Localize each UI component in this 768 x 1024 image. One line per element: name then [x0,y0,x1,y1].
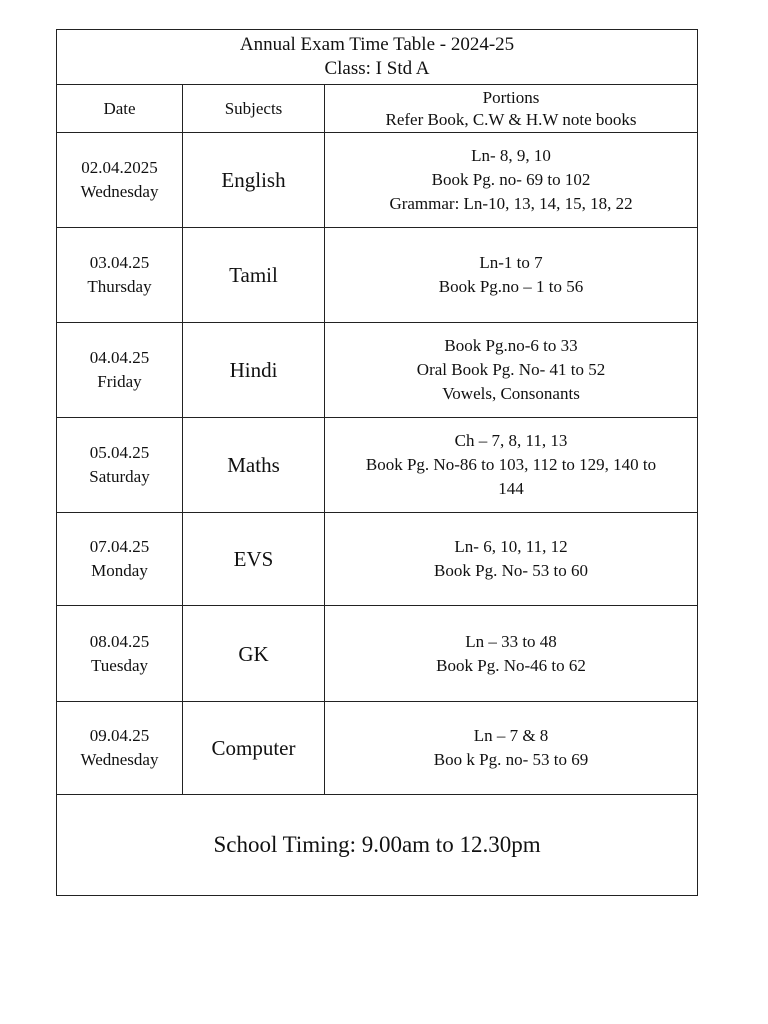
subject-cell: Hindi [183,323,325,418]
table-row [57,606,698,702]
portion-line: Book Pg. no- 69 to 102 [431,170,591,189]
portion-line: Vowels, Consonants [442,384,580,403]
portion-line: Grammar: Ln-10, 13, 14, 15, 18, 22 [389,194,633,213]
header-date: Date [57,85,183,133]
exam-date: 05.04.25 [89,443,150,462]
portions-cell [325,702,698,795]
date-cell [57,133,183,228]
title-row [57,30,698,85]
exam-date: 07.04.25 [89,537,150,556]
portion-line: 144 [498,479,524,498]
header-portions-note: Refer Book, C.W & H.W note books [385,109,637,129]
portion-line: Ln- 6, 10, 11, 12 [454,537,568,556]
portions-cell [325,606,698,702]
subject-cell: GK [183,606,325,702]
date-cell [57,606,183,702]
subject-cell: Computer [183,702,325,795]
table-row [57,133,698,228]
timetable-title [57,30,698,85]
header-subjects: Subjects [183,85,325,133]
portion-line: Ln – 33 to 48 [465,631,557,651]
date-cell [57,513,183,606]
portion-line: Book Pg. No-46 to 62 [436,655,586,675]
exam-day: Monday [91,561,148,580]
portions-cell [325,133,698,228]
header-portions [325,85,698,133]
portions-cell [325,323,698,418]
exam-day: Wednesday [80,750,159,769]
exam-day: Friday [97,372,142,391]
exam-day: Thursday [87,277,152,296]
portion-line: Ln – 7 & 8 [473,726,549,745]
date-cell [57,323,183,418]
subject-cell: Maths [183,418,325,513]
portion-line: Book Pg. No-86 to 103, 112 to 129, 140 to [365,455,657,474]
portion-line: Book Pg. No- 53 to 60 [434,561,588,580]
class-line: Class: I Std A [324,58,430,79]
exam-timetable [56,29,698,896]
portions-cell [325,228,698,323]
exam-day: Tuesday [91,655,148,675]
subject-cell: EVS [183,513,325,606]
portion-line: Book Pg.no-6 to 33 [444,336,578,355]
table-row [57,702,698,795]
title-line-1: Annual Exam Time Table - 2024-25 [239,34,515,55]
exam-day: Saturday [89,467,150,486]
exam-date: 09.04.25 [89,726,150,745]
column-header-row [57,85,698,133]
exam-date: 04.04.25 [89,348,150,367]
exam-date: 03.04.25 [89,253,150,272]
exam-date: 02.04.2025 [81,158,158,177]
table-row [57,228,698,323]
school-timing: School Timing: 9.00am to 12.30pm [57,795,698,896]
exam-day: Wednesday [80,182,159,201]
portion-line: Book Pg.no – 1 to 56 [438,277,584,296]
exam-date: 08.04.25 [89,631,150,651]
footer-row [57,795,698,896]
table-row [57,418,698,513]
portion-line: Ln-1 to 7 [479,253,543,272]
portions-cell [325,513,698,606]
date-cell [57,228,183,323]
portion-line: Ch – 7, 8, 11, 13 [454,431,568,450]
date-cell [57,418,183,513]
subject-cell: English [183,133,325,228]
subject-cell: Tamil [183,228,325,323]
portion-line: Oral Book Pg. No- 41 to 52 [416,360,606,379]
date-cell [57,702,183,795]
portion-line: Boo k Pg. no- 53 to 69 [433,750,589,769]
header-portions-label: Portions [482,87,540,107]
table-row [57,323,698,418]
table-row [57,513,698,606]
portion-line: Ln- 8, 9, 10 [471,146,551,165]
portions-cell [325,418,698,513]
